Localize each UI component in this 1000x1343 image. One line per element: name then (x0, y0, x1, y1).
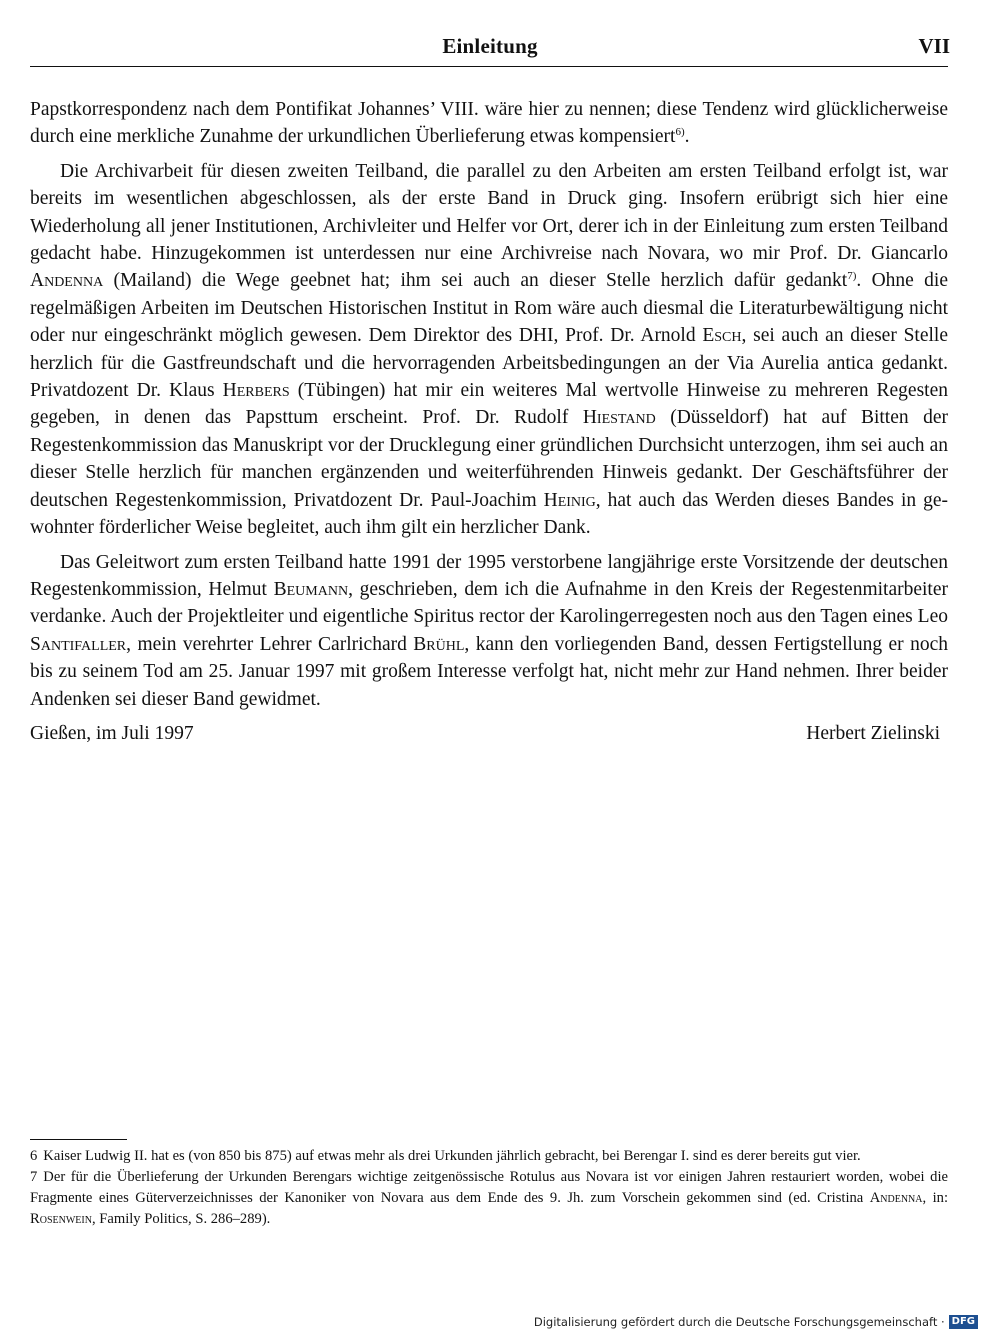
footnote-rule (30, 1139, 127, 1140)
person-name: Andenna (30, 270, 104, 292)
person-name: Santifaller (30, 633, 127, 655)
footnote-text: Der für die Überlieferung der Urkunden Berengars wichtige zeitgenössische Rotulus aus Novara ist vor einigen Jahren restauriert worden, wobei die Fragmente eines Güterverzeichnisses der Kanoniker von Novara aus dem Ende des 9. Jh. zum Vorschein gekommen sind (ed. Cristina (30, 1169, 948, 1206)
text-run: Papstkorrespondenz nach dem Pontifikat Johannes’ VIII. wäre hier zu nennen; diese Tendenz wird glücklicherweise durch eine merkliche Zunahme der urkundlichen Überlieferung etwas kompensiert (30, 99, 948, 148)
footnote-text: Kaiser Ludwig II. hat es (von 850 bis 875) auf etwas mehr als drei Urkunden jährlich gebracht, bei Berengar I. sind es derer bereits gut vier. (43, 1148, 861, 1164)
body-text (30, 96, 948, 747)
footnote-6 (30, 1146, 948, 1167)
paragraph-2 (30, 158, 948, 542)
footnote-text: , in: (922, 1190, 949, 1206)
person-name: Brühl (413, 633, 465, 655)
text-run: . (684, 126, 690, 148)
running-head (30, 34, 950, 64)
footnote-ref-7[interactable]: 7) (847, 270, 857, 283)
footnote-number: 7 (30, 1169, 38, 1185)
text-run: , sei auch an dieser Stelle herzlich für die Gastfreundschaft und die hervorragenden Arbeitsbedingungen an der Via Aurelia antica gedankt. Privatdozent Dr. Klaus (30, 325, 948, 402)
person-name: Rosenwein (30, 1211, 92, 1227)
dfg-logo-icon: DFG (949, 1315, 978, 1329)
footnote-ref-6[interactable]: 6) (675, 126, 685, 139)
signature-row (30, 720, 948, 747)
text-run: . Ohne die regelmäßigen Arbeiten im Deutschen Historischen Institut in Rom wäre auch diesmal die Literaturbewältigung nicht oder nur eingeschränkt möglich gewesen. Dem Direktor des DHI, Prof. Dr. Arnold (30, 270, 948, 347)
footnote-number: 6 (30, 1148, 38, 1164)
text-run: Die Archivarbeit für diesen zweiten Teilband, die parallel zu den Arbeiten am ersten Teilband erfolgt ist, war bereits im wesentlichen abgeschlossen, als der erste Band in Druck ging. Insofern erübrigt sich hier eine Wiederholung all jener Institutionen, Archivleiter und Helfer vor Ort, derer ich in der Einleitung zum ersten Teilband gedacht habe. Hinzugekommen ist unterdessen nur eine Archivreise nach Novara, wo mir Prof. Dr. Giancarlo (30, 160, 948, 265)
credit-text: Digitalisierung gefördert durch die Deutsche Forschungsgemeinschaft · (533, 1315, 945, 1329)
paragraph-3 (30, 549, 948, 713)
footnote-text: , Family Politics, S. 286–289). (91, 1211, 271, 1227)
place-date: Gießen, im Juli 1997 (30, 722, 194, 744)
person-name: Hiestand (582, 407, 656, 429)
running-title: Einleitung (442, 34, 538, 58)
paragraph-1 (30, 96, 948, 151)
footnote-7 (30, 1167, 948, 1230)
person-name: Herbers (222, 380, 290, 402)
text-run: (Düsseldorf) hat auf Bitten der Regestenkommission das Manuskript vor der Drucklegung einer gründlichen Durchsicht unterzogen, ihm sei auch an dieser Stelle herzlich für manchen ergänzenden und weiterführenden Hinweis gedankt. Der Geschäftsführer der deutschen Regestenkommission, Privatdozent Dr. Paul-Joachim (30, 407, 949, 511)
text-run: , kann den vorliegenden Band, dessen Fertigstellung er noch bis zu seinem Tod am 25. Januar 1997 mit großem Interesse verfolgt hat, nicht mehr zur Hand nehmen. Ihrer beider Andenken sei dieser Band gewidmet. (30, 633, 948, 710)
text-run: , geschrieben, dem ich die Aufnahme in den Kreis der Regestenmitarbeiter verdanke. Auch der Projektleiter und eigentliche Spiritus rector der Karolingerregesten noch aus den Tagen eines Leo (30, 578, 948, 628)
person-name: Andenna (869, 1190, 923, 1206)
header-rule (30, 66, 948, 67)
text-run: (Mailand) die Wege geebnet hat; ihm sei auch an dieser Stelle herzlich dafür gedankt (103, 270, 848, 292)
text-run: , hat auch das Werden dieses Bandes in gewohnter förderlicher Weise begleitet, auch ihm gilt ein herzlicher Dank. (30, 489, 948, 539)
person-name: Beumann (273, 578, 349, 600)
text-run: Das Geleitwort zum ersten Teilband hatte 1991 der 1995 verstorbene langjährige erste Vorsitzende der deutschen Regestenkommission, Helmut (30, 551, 948, 600)
author-signature: Herbert Zielinski (806, 722, 940, 744)
person-name: Heinig (543, 489, 596, 511)
text-run: , mein verehrter Lehrer Carlrichard (126, 633, 414, 655)
text-run: (Tübingen) hat mir ein weiteres Mal wertvolle Hinweise zu mehreren Regesten gegeben, in denen das Papsttum erscheint. Prof. Dr. Rudolf (30, 380, 948, 429)
digitization-credit (534, 1315, 978, 1329)
footnotes (30, 1146, 948, 1230)
page-number: VII (918, 34, 950, 58)
person-name: Esch (702, 325, 742, 347)
